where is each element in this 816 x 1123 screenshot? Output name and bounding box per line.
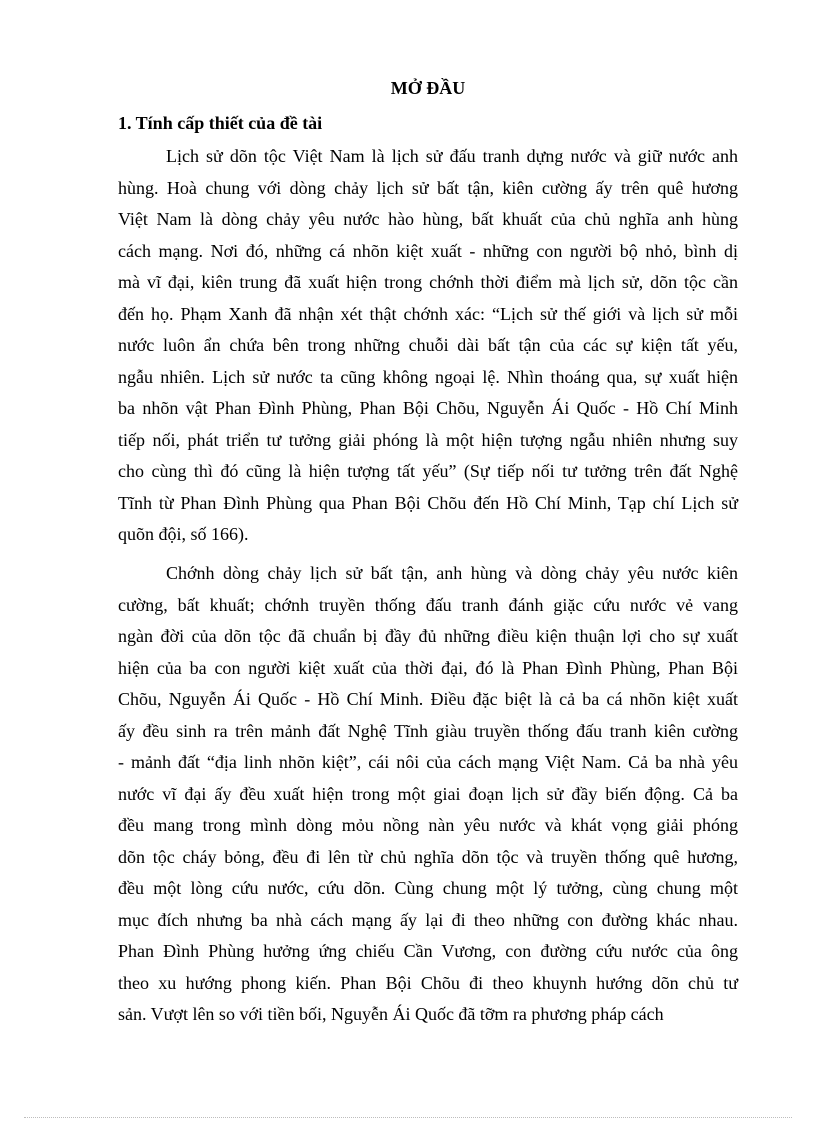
paragraph-line: hùng. Hoà chung với dòng chảy lịch sử bất tận, kiên cường ấy trên quê hương [118,177,738,198]
paragraph-line: cách mạng. Nơi đó, những cá nhõn kiệt xuất - những con người bộ nhỏ, bình dị [118,240,738,261]
paragraph-line: Chõu, Nguyễn Ái Quốc - Hồ Chí Minh. Điều đặc biệt là cả ba cá nhõn kiệt xuất [118,689,738,709]
paragraph-line: Tĩnh từ Phan Đình Phùng qua Phan Bội Chõu đến Hồ Chí Minh, Tạp chí Lịch sử [118,492,738,513]
document-title: MỞ ĐẦU [390,78,466,98]
paragraph-line: cho cùng thì đó cũng là hiện tượng tất yếu” (Sự tiếp nối tư tưởng trên đất Nghệ [118,461,738,481]
paragraph-1 [118,141,738,551]
paragraph-line: theo xu hướng phong kiến. Phan Bội Chõu đi theo khuynh hướng dõn chủ tư [118,972,738,993]
paragraph-line: ngẫu nhiên. Lịch sử nước ta cũng không ngoại lệ. Nhìn thoáng qua, sự xuất hiện [118,366,738,387]
paragraph-line: - mảnh đất “địa linh nhõn kiệt”, cái nôi của cách mạng Việt Nam. Cả ba nhà yêu [118,752,738,772]
paragraph-line: quõn đội, số 166). [118,524,249,544]
paragraph-line: mục đích nhưng ba nhà cách mạng ấy lại đi theo những con đường khác nhau. [118,909,738,930]
paragraph-line: nước luôn ẩn chứa bên trong những chuỗi dài bất tận của các sự kiện tất yếu, [118,335,738,355]
paragraph-line: đều mang trong mình dòng mỏu nồng nàn yêu nước và khát vọng giải phóng [118,815,738,835]
paragraph-line: đều một lòng cứu nước, cứu dõn. Cùng chung một lý tưởng, cùng chung một [118,878,738,898]
paragraph-line: Lịch sử dõn tộc Việt Nam là lịch sử đấu tranh dựng nước và giữ nước anh [166,146,738,166]
paragraph-line: ngàn đời của dõn tộc đã chuẩn bị đầy đủ những điều kiện thuận lợi cho sự xuất [118,626,738,646]
paragraph-line: dõn tộc cháy bỏng, đều đi lên từ chủ nghĩa dõn tộc và truyền thống quê hương, [118,846,738,867]
paragraph-line: ba nhõn vật Phan Đình Phùng, Phan Bội Chõu, Nguyễn Ái Quốc - Hồ Chí Minh [118,398,738,418]
paragraph-line: Chớnh dòng chảy lịch sử bất tận, anh hùng và dòng chảy yêu nước kiên [166,563,738,583]
paragraph-line: ấy đều sinh ra trên mảnh đất Nghệ Tĩnh giàu truyền thống đấu tranh kiên cường [118,720,738,741]
paragraph-line: sản. Vượt lên so với tiền bối, Nguyễn Ái Quốc đã tỡm ra phương pháp cách [118,1004,664,1024]
paragraph-line: Việt Nam là dòng chảy yêu nước hào hùng, bất khuất của chủ nghĩa anh hùng [118,209,738,229]
paragraph-line: cường, bất khuất; chớnh truyền thống đấu tranh đánh giặc cứu nước vẻ vang [118,594,738,615]
paragraph-line: nước vĩ đại ấy đều xuất hiện trong một giai đoạn lịch sử đầy biến động. Cả ba [118,783,738,804]
paragraph-line: hiện của ba con người kiệt xuất của thời đại, đó là Phan Đình Phùng, Phan Bội [118,657,738,678]
paragraph-2 [118,558,738,1031]
paragraph-line: đến họ. Phạm Xanh đã nhận xét thật chớnh xác: “Lịch sử thế giới và lịch sử mỗi [118,303,738,324]
paragraph-line: mà vĩ đại, kiên trung đã xuất hiện trong chớnh thời điểm mà lịch sử, dõn tộc cần [118,272,738,292]
page-bottom-divider [24,1117,792,1118]
paragraph-line: Phan Đình Phùng hưởng ứng chiếu Cần Vương, con đường cứu nước của ông [118,941,738,961]
section-heading: 1. Tính cấp thiết của đề tài [118,113,323,133]
paragraph-line: tiếp nối, phát triển tư tưởng giải phóng là một hiện tượng ngẫu nhiên nhưng suy [118,429,738,450]
